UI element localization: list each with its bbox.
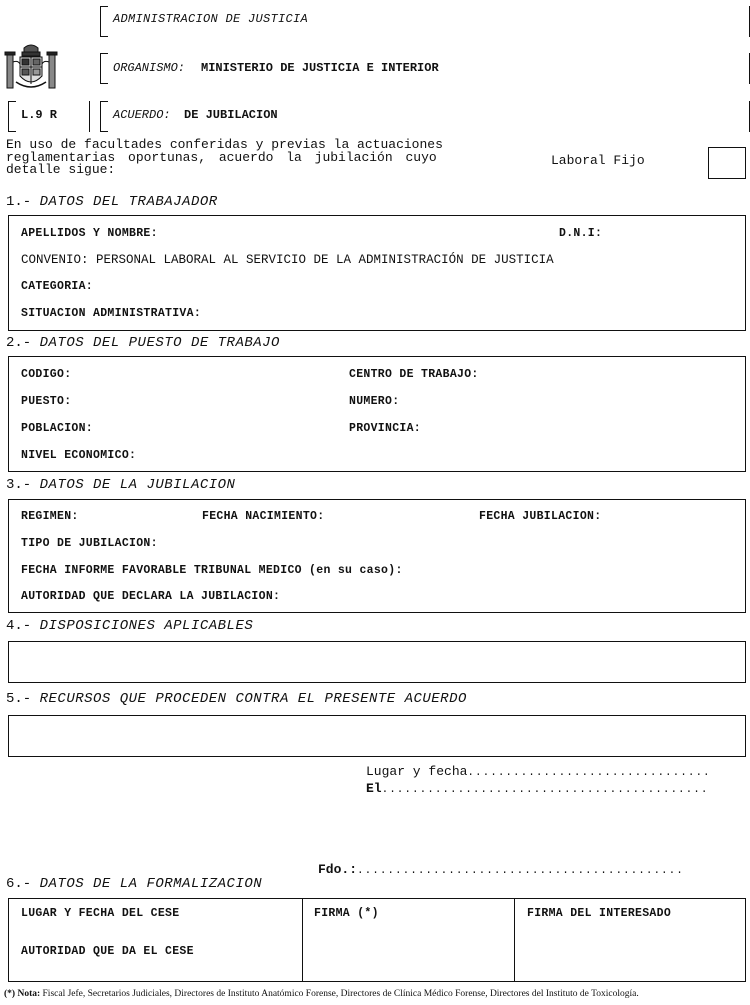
section-4-number: 4.-	[6, 618, 32, 634]
provincia-field[interactable]: PROVINCIA:	[349, 422, 422, 435]
fdo-dots[interactable]: ...........................................	[357, 865, 684, 877]
section-6-heading	[6, 876, 262, 892]
acuerdo-header-box	[100, 101, 750, 132]
informe-tribunal-field[interactable]: FECHA INFORME FAVORABLE TRIBUNAL MEDICO (en su caso):	[21, 564, 403, 577]
admin-title: ADMINISTRACION DE JUSTICIA	[113, 12, 309, 26]
formalizacion-divider-2	[514, 899, 515, 981]
section-2-title: DATOS DEL PUESTO DE TRABAJO	[39, 335, 280, 351]
centro-trabajo-field[interactable]: CENTRO DE TRABAJO:	[349, 368, 479, 381]
lugar-fecha-dots[interactable]: ................................	[467, 767, 711, 779]
autoridad-declara-field[interactable]: AUTORIDAD QUE DECLARA LA JUBILACION:	[21, 590, 281, 603]
formalizacion-table	[8, 898, 746, 982]
section-6-number: 6.-	[6, 876, 32, 892]
intro-line-2: reglamentarias oportunas, acuerdo la jubilación cuyo	[6, 149, 437, 165]
section-1-number: 1.-	[6, 194, 32, 210]
el-dots[interactable]: ...........................................	[381, 784, 709, 796]
numero-field[interactable]: NUMERO:	[349, 395, 400, 408]
dni-field[interactable]: D.N.I:	[559, 227, 603, 240]
categoria-field[interactable]: CATEGORIA:	[21, 280, 94, 293]
fecha-jubilacion-field[interactable]: FECHA JUBILACION:	[479, 510, 602, 523]
organismo-header-box	[100, 53, 750, 84]
el-label: El	[366, 781, 382, 796]
laboral-fijo-checkbox[interactable]	[708, 147, 746, 179]
lugar-fecha-line	[366, 764, 711, 779]
recursos-box[interactable]	[8, 715, 746, 757]
laboral-fijo-label: Laboral Fijo	[551, 153, 645, 168]
code-box	[8, 101, 90, 132]
trabajador-box	[8, 215, 746, 331]
footnote-label: (*) Nota:	[4, 989, 41, 999]
acuerdo-value: DE JUBILACION	[184, 108, 278, 122]
codigo-field[interactable]: CODIGO:	[21, 368, 72, 381]
poblacion-field[interactable]: POBLACION:	[21, 422, 94, 435]
section-1-heading	[6, 194, 218, 210]
intro-text	[6, 139, 443, 177]
section-5-title: RECURSOS QUE PROCEDEN CONTRA EL PRESENTE ACUERDO	[39, 691, 467, 707]
intro-line-1: En uso de facultades conferidas y previas la actuaciones	[6, 137, 443, 152]
lugar-cese-field[interactable]: LUGAR Y FECHA DEL CESE	[21, 907, 180, 920]
regimen-field[interactable]: REGIMEN:	[21, 510, 79, 523]
fecha-nacimiento-field[interactable]: FECHA NACIMIENTO:	[202, 510, 325, 523]
situacion-field[interactable]: SITUACION ADMINISTRATIVA:	[21, 307, 202, 320]
section-3-heading	[6, 477, 235, 493]
fdo-line	[318, 862, 684, 877]
convenio-field: CONVENIO: PERSONAL LABORAL AL SERVICIO DE LA ADMINISTRACIÓN DE JUSTICIA	[21, 253, 554, 267]
section-4-title: DISPOSICIONES APLICABLES	[39, 618, 254, 634]
footnote	[4, 989, 639, 999]
section-3-title: DATOS DE LA JUBILACION	[39, 477, 236, 493]
section-5-number: 5.-	[6, 691, 32, 707]
intro-line-3: detalle sigue:	[6, 162, 116, 177]
autoridad-cese-field[interactable]: AUTORIDAD QUE DA EL CESE	[21, 945, 194, 958]
section-6-title: DATOS DE LA FORMALIZACION	[39, 876, 263, 892]
organismo-value: MINISTERIO DE JUSTICIA E INTERIOR	[201, 61, 439, 75]
formalizacion-divider-1	[302, 899, 303, 981]
puesto-box	[8, 356, 746, 472]
coat-of-arms-emblem	[4, 42, 58, 94]
apellidos-field[interactable]: APELLIDOS Y NOMBRE:	[21, 227, 158, 240]
section-4-heading	[6, 618, 253, 634]
footnote-text: Fiscal Jefe, Secretarios Judiciales, Directores de Instituto Anatómico Forense, Directores de Clínica Médico Forense, Directores del Instituto de Toxicología.	[42, 989, 639, 999]
section-1-title: DATOS DEL TRABAJADOR	[39, 194, 218, 210]
section-2-number: 2.-	[6, 335, 32, 351]
puesto-field[interactable]: PUESTO:	[21, 395, 72, 408]
acuerdo-label: ACUERDO:	[113, 108, 171, 122]
organismo-label: ORGANISMO:	[113, 61, 186, 75]
section-2-heading	[6, 335, 280, 351]
el-line	[366, 781, 708, 796]
fdo-label: Fdo.:	[318, 862, 358, 877]
firma-interesado-field[interactable]: FIRMA DEL INTERESADO	[527, 907, 672, 920]
tipo-jubilacion-field[interactable]: TIPO DE JUBILACION:	[21, 537, 158, 550]
firma-field[interactable]: FIRMA (*)	[314, 907, 379, 920]
section-3-number: 3.-	[6, 477, 32, 493]
admin-header-box	[100, 6, 750, 37]
lugar-fecha-label: Lugar y fecha	[366, 764, 468, 779]
section-5-heading	[6, 691, 467, 707]
form-code: L.9 R	[21, 108, 58, 122]
nivel-economico-field[interactable]: NIVEL ECONOMICO:	[21, 449, 137, 462]
jubilacion-box	[8, 499, 746, 613]
disposiciones-box[interactable]	[8, 641, 746, 683]
